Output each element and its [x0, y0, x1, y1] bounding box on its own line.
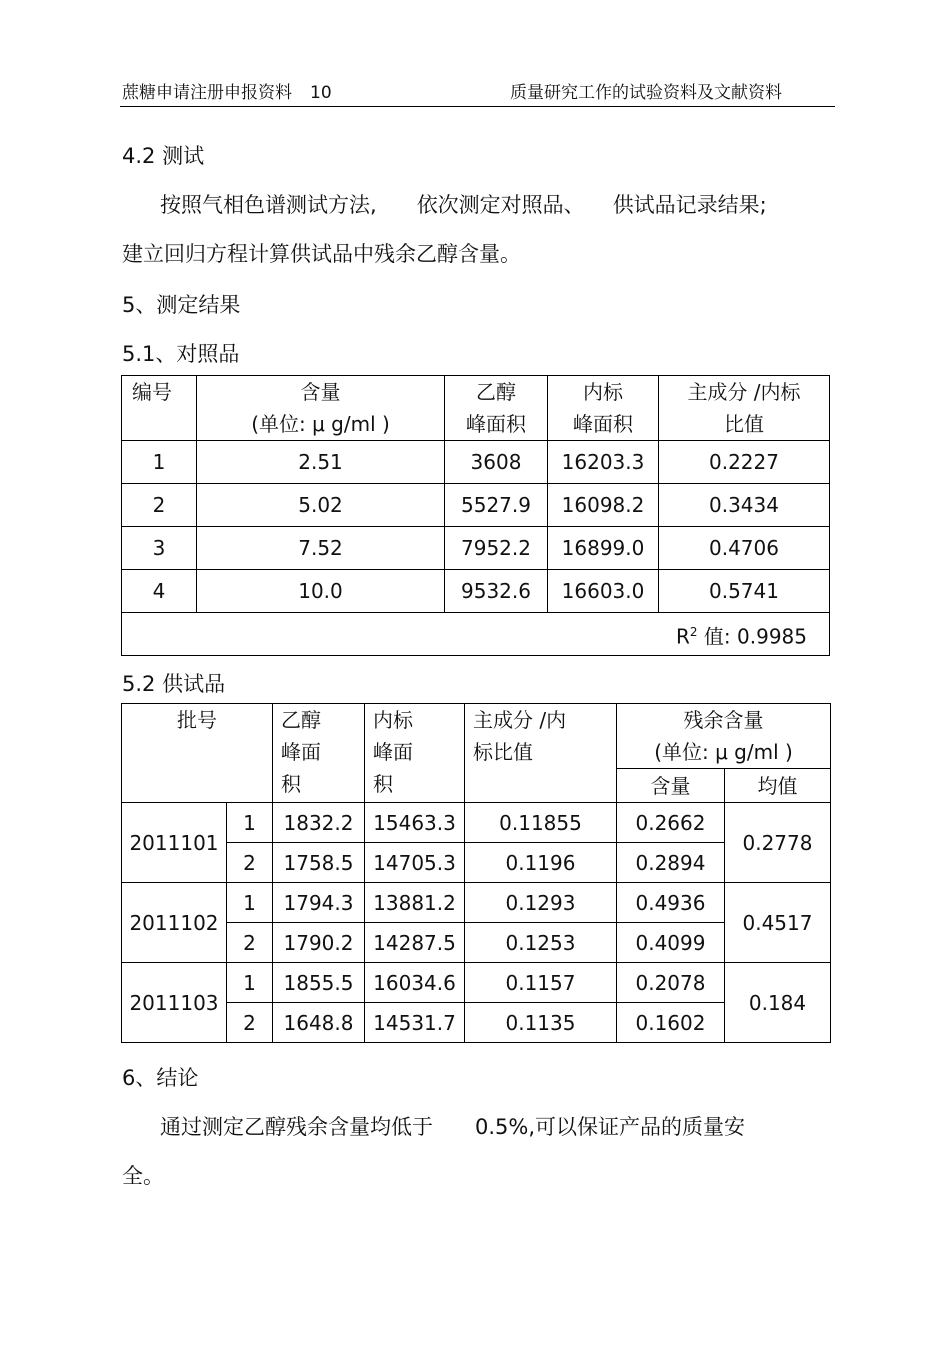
cell-istd: 13881.2 — [365, 883, 465, 923]
cell-istd: 14531.7 — [365, 1003, 465, 1043]
section-6-line1 — [160, 1111, 745, 1141]
th-istd-line2: 峰面积 — [573, 412, 633, 436]
cell-no: 4 — [122, 570, 197, 613]
cell-istd: 16098.2 — [548, 484, 659, 527]
th-ethanol-line1: 乙醇 — [476, 380, 516, 404]
header-page-number: 10 — [310, 83, 332, 103]
cell-istd: 14287.5 — [365, 923, 465, 963]
section-4-2-line2: 建立回归方程计算供试品中残余乙醇含量。 — [122, 242, 521, 266]
th-residual — [617, 704, 831, 769]
section-4-2-title: 4.2 测试 — [122, 144, 205, 168]
cell-ethanol: 1648.8 — [273, 1003, 365, 1043]
cell-n: 1 — [227, 963, 273, 1003]
cell-no: 3 — [122, 527, 197, 570]
cell-no: 1 — [122, 441, 197, 484]
cell-ratio: 0.3434 — [659, 484, 830, 527]
cell-ratio: 0.5741 — [659, 570, 830, 613]
section-4-2-line1 — [160, 189, 767, 219]
th-residual-line1: 残余含量 — [683, 708, 764, 732]
th-ethanol-line2: 峰面 — [281, 740, 321, 764]
table-row — [122, 441, 830, 484]
cell-ethanol: 1790.2 — [273, 923, 365, 963]
th-mean: 均值 — [725, 769, 831, 803]
cell-content: 0.1602 — [617, 1003, 725, 1043]
th-residual-line2: (单位: μ g/ml ) — [654, 740, 793, 764]
section-6-line2: 全。 — [122, 1164, 164, 1188]
th-content — [197, 376, 445, 441]
th-ethanol-area — [273, 704, 365, 803]
table-row — [122, 883, 831, 923]
cell-istd: 15463.3 — [365, 803, 465, 843]
cell-batch: 2011102 — [122, 883, 227, 963]
th-ratio — [659, 376, 830, 441]
r-squared-cell — [122, 613, 830, 656]
cell-n: 1 — [227, 803, 273, 843]
th-ethanol-area — [445, 376, 548, 441]
section-6-line1-b: 0.5%,可以保证产品的质量安 — [475, 1115, 746, 1139]
cell-ethanol: 1758.5 — [273, 843, 365, 883]
cell-content: 0.2894 — [617, 843, 725, 883]
cell-content: 7.52 — [197, 527, 445, 570]
section-5-title: 5、测定结果 — [122, 293, 241, 317]
table-row — [122, 963, 831, 1003]
cell-ethanol: 1794.3 — [273, 883, 365, 923]
th-content-line1: 含量 — [300, 380, 341, 404]
th-istd-line1: 内标 — [373, 708, 413, 732]
cell-istd: 14705.3 — [365, 843, 465, 883]
cell-ratio: 0.1157 — [465, 963, 617, 1003]
header-right: 质量研究工作的试验资料及文献资料 — [510, 83, 782, 103]
header-left — [122, 78, 332, 103]
sample-table — [121, 703, 831, 1043]
cell-ethanol: 9532.6 — [445, 570, 548, 613]
cell-n: 2 — [227, 923, 273, 963]
cell-content: 10.0 — [197, 570, 445, 613]
th-istd-line3: 积 — [373, 772, 393, 796]
table-row — [122, 484, 830, 527]
table-row — [122, 803, 831, 843]
cell-content: 2.51 — [197, 441, 445, 484]
th-no: 编号 — [122, 376, 197, 441]
th-ratio — [465, 704, 617, 803]
cell-no: 2 — [122, 484, 197, 527]
th-ethanol-line3: 积 — [281, 772, 301, 796]
section-5-2-title: 5.2 供试品 — [122, 672, 226, 696]
header-divider — [120, 106, 835, 107]
th-istd-line1: 内标 — [583, 380, 623, 404]
table-row — [122, 570, 830, 613]
cell-ethanol: 7952.2 — [445, 527, 548, 570]
cell-ratio: 0.1253 — [465, 923, 617, 963]
section-4-2-line1-b: 依次测定对照品、 — [416, 193, 585, 217]
cell-mean: 0.2778 — [725, 803, 831, 883]
cell-content: 0.4936 — [617, 883, 725, 923]
cell-ratio: 0.4706 — [659, 527, 830, 570]
th-ethanol-line2: 峰面积 — [466, 412, 526, 436]
table-row — [122, 527, 830, 570]
th-ethanol-line1: 乙醇 — [281, 708, 321, 732]
section-6-line1-a: 通过测定乙醇残余含量均低于 — [160, 1115, 433, 1139]
cell-ratio: 0.11855 — [465, 803, 617, 843]
cell-istd: 16603.0 — [548, 570, 659, 613]
section-6-title: 6、结论 — [122, 1066, 199, 1090]
cell-ratio: 0.1196 — [465, 843, 617, 883]
th-ratio-line2: 标比值 — [473, 740, 533, 764]
cell-batch: 2011103 — [122, 963, 227, 1043]
r-squared-row — [122, 613, 830, 656]
th-istd-line2: 峰面 — [373, 740, 413, 764]
reference-table-header — [122, 376, 830, 441]
section-4-2-line1-c: 供试品记录结果; — [612, 193, 767, 217]
r-squared-label: R — [676, 624, 690, 649]
th-istd-area — [548, 376, 659, 441]
th-ratio-line1: 主成分 /内 — [473, 708, 567, 732]
section-4-2-line1-a: 按照气相色谱测试方法, — [160, 193, 377, 217]
cell-ratio: 0.1293 — [465, 883, 617, 923]
table-row — [122, 923, 831, 963]
cell-ethanol: 1832.2 — [273, 803, 365, 843]
reference-table — [121, 375, 830, 656]
cell-ratio: 0.1135 — [465, 1003, 617, 1043]
cell-content: 0.4099 — [617, 923, 725, 963]
cell-content: 0.2662 — [617, 803, 725, 843]
cell-ethanol: 1855.5 — [273, 963, 365, 1003]
cell-istd: 16203.3 — [548, 441, 659, 484]
th-batch: 批号 — [122, 704, 273, 803]
header-left-text: 蔗糖申请注册申报资料 — [122, 83, 292, 103]
th-ratio-line1: 主成分 /内标 — [687, 380, 801, 404]
th-content-line2: (单位: μ g/ml ) — [251, 412, 390, 436]
cell-n: 1 — [227, 883, 273, 923]
sample-table-header-row1 — [122, 704, 831, 769]
cell-ethanol: 5527.9 — [445, 484, 548, 527]
cell-mean: 0.184 — [725, 963, 831, 1043]
table-row — [122, 843, 831, 883]
cell-ethanol: 3608 — [445, 441, 548, 484]
cell-content: 0.2078 — [617, 963, 725, 1003]
th-content: 含量 — [617, 769, 725, 803]
r-squared-superscript: 2 — [689, 624, 698, 639]
r-squared-value: 值: 0.9985 — [697, 624, 807, 649]
cell-istd: 16034.6 — [365, 963, 465, 1003]
cell-ratio: 0.2227 — [659, 441, 830, 484]
cell-mean: 0.4517 — [725, 883, 831, 963]
th-istd-area — [365, 704, 465, 803]
cell-content: 5.02 — [197, 484, 445, 527]
cell-n: 2 — [227, 1003, 273, 1043]
section-5-1-title: 5.1、对照品 — [122, 342, 240, 366]
cell-istd: 16899.0 — [548, 527, 659, 570]
cell-batch: 2011101 — [122, 803, 227, 883]
th-ratio-line2: 比值 — [724, 412, 764, 436]
table-row — [122, 1003, 831, 1043]
cell-n: 2 — [227, 843, 273, 883]
